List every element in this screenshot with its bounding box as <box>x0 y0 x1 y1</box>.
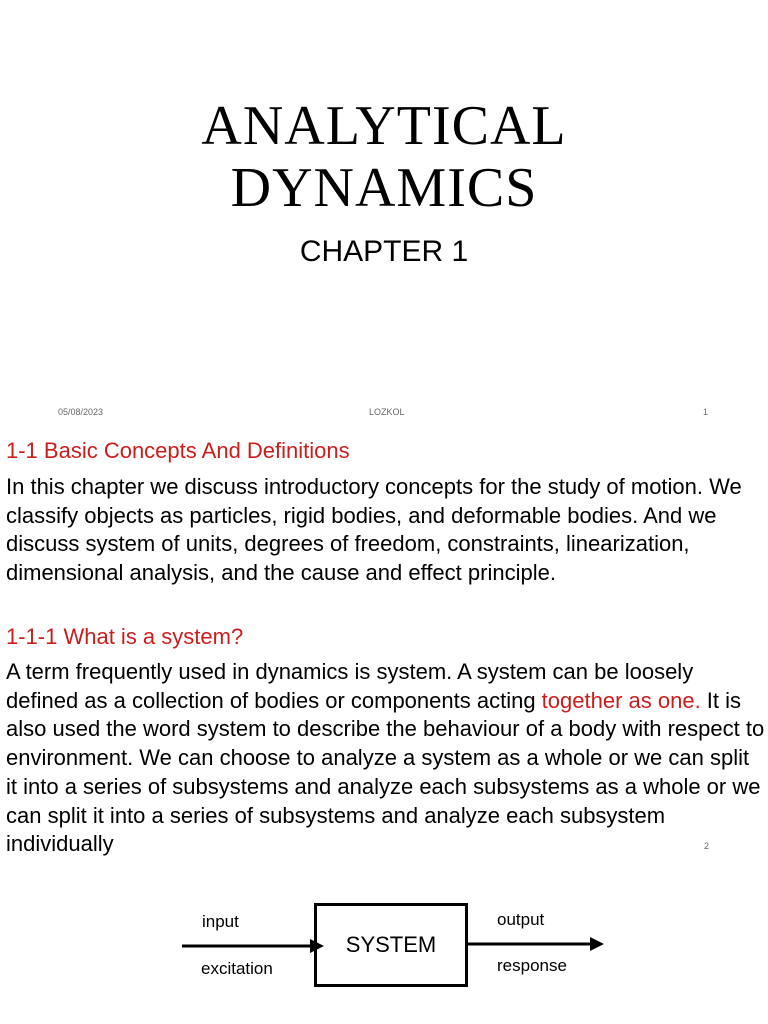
slide-title-line2: DYNAMICS <box>230 157 538 219</box>
response-label: response <box>497 956 567 975</box>
output-label: output <box>497 910 545 929</box>
system-paragraph <box>6 658 766 859</box>
system-paragraph-text-cont: It is also used the word system to describe the behaviour of a body with respect to environment. We can choose to analyze a system as a whole or we can split it into a series of subsystems and analyze each subsystems as a whole or we can split it into a series of subsystems and analyze each subsystem individually <box>6 687 765 857</box>
intro-paragraph: In this chapter we discuss introductory concepts for the study of motion. We classify objects as particles, rigid bodies, and deformable bodies. And we discuss system of units, degrees of freedom, constraints, linearization, dimensional analysis, and the cause and effect principle. <box>6 474 742 586</box>
input-arrow <box>182 938 326 958</box>
footer-page-number: 1 <box>703 407 709 417</box>
chapter-subtitle: CHAPTER 1 <box>299 235 469 268</box>
footer-author: LOZKOL <box>369 407 405 417</box>
excitation-label: excitation <box>201 959 273 978</box>
system-paragraph-text: A term frequently used in dynamics is system. A system can be loosely defined as a collection of bodies or components acting <box>6 659 694 713</box>
highlighted-text: together as one. <box>541 687 701 713</box>
system-diagram <box>170 900 610 1000</box>
title-slide <box>0 0 768 430</box>
slide-title-line1: ANALYTICAL <box>201 95 567 157</box>
content-slide <box>0 430 768 1024</box>
input-label: input <box>202 912 239 931</box>
output-arrow <box>468 936 608 956</box>
subsection-heading: 1-1-1 What is a system? <box>6 624 244 649</box>
footer-page-number: 2 <box>704 841 710 851</box>
footer-date: 05/08/2023 <box>58 407 104 417</box>
system-box: SYSTEM <box>314 903 468 987</box>
section-heading: 1-1 Basic Concepts And Definitions <box>6 438 350 463</box>
